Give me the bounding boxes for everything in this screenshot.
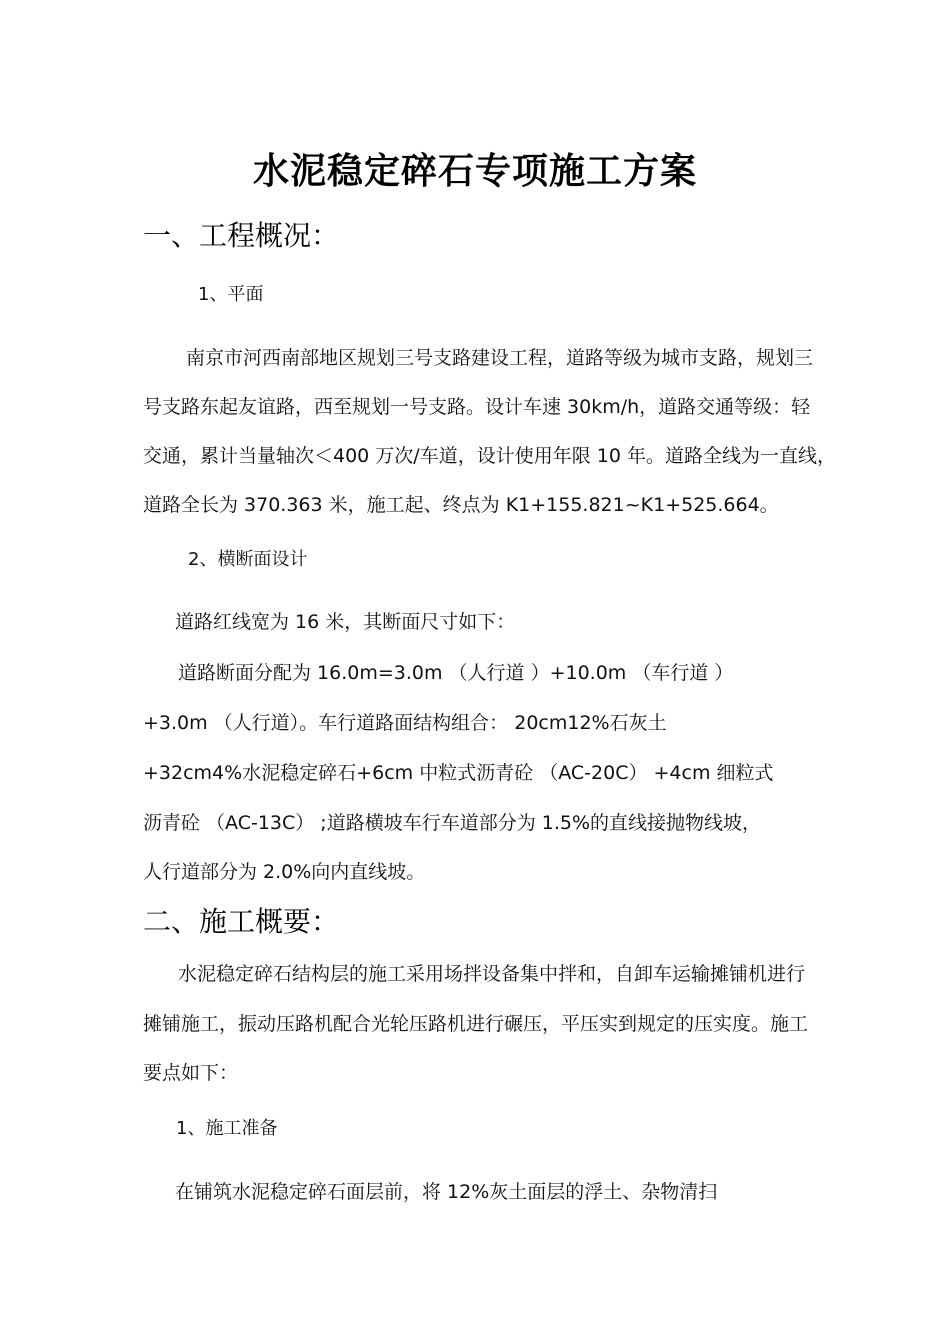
paragraph-line: +3.0m （人行道）。车行道路面结构组合： 20cm12%石灰土 — [143, 712, 667, 734]
subsection-1-2-heading: 2、横断面设计 — [188, 549, 308, 570]
paragraph-line: 号支路东起友谊路，西至规划一号支路。设计车速 30km/h，道路交通等级：轻 — [143, 396, 811, 418]
paragraph-line: 在铺筑水泥稳定碎石面层前，将 12%灰土面层的浮土、杂物清扫 — [175, 1181, 718, 1203]
subsection-2-1-heading: 1、施工准备 — [176, 1118, 278, 1139]
paragraph-line: 道路红线宽为 16 米，其断面尺寸如下： — [175, 611, 516, 633]
document-title: 水泥稳定碎石专项施工方案 — [252, 151, 697, 192]
section-2-heading: 二、施工概要： — [143, 905, 340, 938]
paragraph-line: 道路断面分配为 16.0m=3.0m （人行道 ）+10.0m （车行道 ） — [178, 662, 734, 684]
paragraph-line: 要点如下： — [143, 1062, 239, 1084]
paragraph-line: 道路全长为 370.363 米，施工起、终点为 K1+155.821~K1+525.664。 — [143, 494, 779, 516]
paragraph-line: 沥青砼 （AC-13C） ;道路横坡车行车道部分为 1.5%的直线接抛物线坡， — [143, 812, 762, 834]
paragraph-line: 南京市河西南部地区规划三号支路建设工程，道路等级为城市支路，规划三 — [186, 347, 814, 369]
paragraph-line: +32cm4%水泥稳定碎石+6cm 中粒式沥青砼 （AC-20C） +4cm 细粒式 — [143, 762, 774, 784]
paragraph-line: 交通，累计当量轴次＜400 万次/车道，设计使用年限 10 年。道路全线为一直线， — [143, 445, 836, 467]
paragraph-line: 人行道部分为 2.0%向内直线坡。 — [143, 861, 426, 883]
subsection-1-1-heading: 1、平面 — [198, 284, 264, 305]
paragraph-line: 摊铺施工，振动压路机配合光轮压路机进行碾压，平压实到规定的压实度。施工 — [143, 1013, 809, 1035]
paragraph-line: 水泥稳定碎石结构层的施工采用场拌设备集中拌和，自卸车运输摊铺机进行 — [178, 963, 806, 985]
section-1-heading: 一、工程概况： — [143, 219, 340, 252]
